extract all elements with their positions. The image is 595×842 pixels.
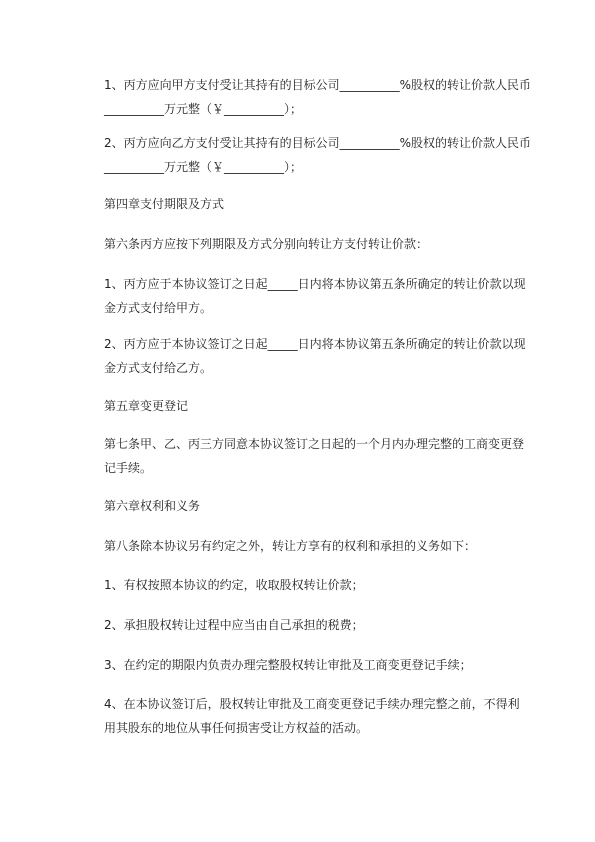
article-8-item-4: 4、在本协议签订后，股权转让审批及工商变更登记手续办理完整之前，不得利 (104, 697, 520, 711)
paragraph-line: __________万元整（￥__________）； (104, 102, 303, 116)
article-8-item-3: 3、在约定的期限内负责办理完整股权转让审批及工商变更登记手续； (104, 658, 472, 672)
article-8-item-2: 2、承担股权转让过程中应当由自己承担的税费； (104, 618, 364, 632)
paragraph-line: 金方式支付给乙方。 (104, 361, 213, 375)
paragraph-line: 金方式支付给甲方。 (104, 301, 213, 315)
paragraph-line: 2、丙方应向乙方支付受让其持有的目标公司__________%股权的转让价款人民币 (104, 136, 532, 150)
article-6-item-1: 1、丙方应于本协议签订之日起_____日内将本协议第五条所确定的转让价款以现 (104, 277, 526, 291)
paragraph-line: __________万元整（￥__________）； (104, 160, 303, 174)
paragraph-line: 记手续。 (104, 461, 153, 475)
article-8-paragraph: 第八条除本协议另有约定之外，转让方享有的权利和承担的义务如下： (104, 539, 477, 553)
chapter-5-heading: 第五章变更登记 (104, 399, 189, 413)
clause-1-payment-to-party-a (104, 72, 530, 98)
paragraph-line: 1、丙方应向甲方支付受让其持有的目标公司__________%股权的转让价款人民币 (104, 78, 532, 92)
chapter-6-heading: 第六章权利和义务 (104, 499, 201, 513)
clause-2-payment-to-party-b (104, 130, 530, 156)
article-7-paragraph: 第七条甲、乙、丙三方同意本协议签订之日起的一个月内办理完整的工商变更登 (104, 437, 525, 451)
article-6-paragraph: 第六条丙方应按下列期限及方式分别向转让方支付转让价款： (104, 237, 429, 251)
paragraph-line: 用其股东的地位从事任何损害受让方权益的活动。 (104, 721, 369, 735)
article-6-item-2: 2、丙方应于本协议签订之日起_____日内将本协议第五条所确定的转让价款以现 (104, 337, 526, 351)
article-8-item-1: 1、有权按照本协议的约定，收取股权转让价款； (104, 578, 364, 592)
chapter-4-heading: 第四章支付期限及方式 (104, 197, 225, 211)
